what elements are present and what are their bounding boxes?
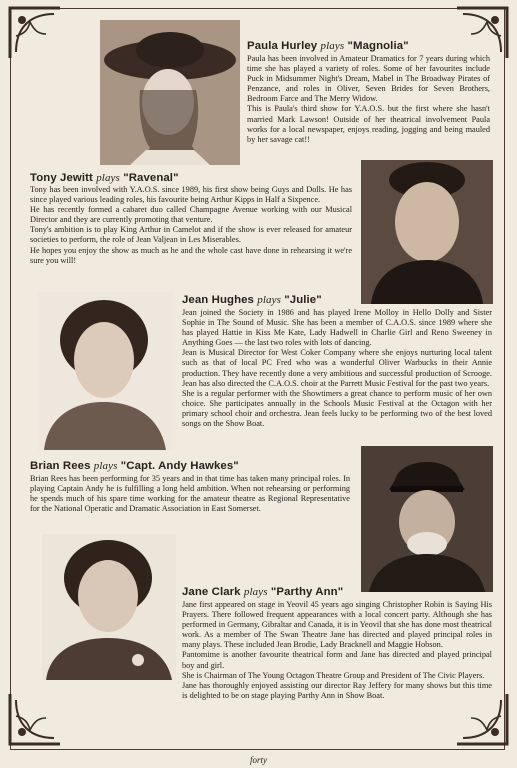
bio-paragraph: Pantomime is another favourite theatrical form and Jane has directed and played principal boy and girl. — [182, 650, 492, 670]
cast-heading-jane-clark — [182, 586, 343, 598]
cast-name: Paula Hurley — [247, 40, 318, 52]
cast-heading-paula-hurley — [247, 40, 409, 52]
bio-paragraph: She is Chairman of The Young Octagon Theatre Group and President of The Civic Players. — [182, 670, 485, 680]
page-number: forty — [250, 755, 267, 765]
plays-word: plays — [243, 586, 268, 598]
cast-heading-brian-rees — [30, 460, 239, 472]
portrait-tony-jewitt — [361, 160, 493, 304]
corner-ornament-top-left — [6, 4, 64, 62]
bio-paragraph: She is a regular performer with the Showtimers a great chance to perform music of her own choice. She participates annually in the Schools Music Festival at the Octagon with her primary school choir and orchestra. Jean feels lucky to be performing two of the best loved songs on the Show Boat. — [182, 388, 492, 429]
bio-jean-hughes — [182, 308, 492, 429]
bio-paragraph: Paula has been involved in Amateur Dramatics for 7 years during which time she has played a variety of roles. Some of her favourites include Puck in Midsummer Night's Dream, Mabel in The Broadway Pirates of Penzance, and roles in Oliver, Seven Brides for Seven Brothers, Bedroom Farce and The Merry Widow. — [247, 54, 490, 104]
bio-paragraph: Tony has been involved with Y.A.O.S. since 1989, his first show being Guys and Dolls. He has since played various leading roles, his favourite being Arthur Kipps in Half a Sixpence. — [30, 185, 352, 205]
plays-word: plays — [257, 294, 281, 306]
cast-name: Brian Rees — [30, 460, 91, 472]
plays-word: plays — [96, 172, 120, 184]
bio-paragraph: He hopes you enjoy the show as much as he and the whole cast have done in rehearsing it we're sure you will! — [30, 245, 352, 265]
cast-role: "Ravenal" — [123, 172, 179, 184]
portrait-jane-clark — [42, 534, 176, 680]
bio-tony-jewitt — [30, 185, 352, 266]
bio-paula-hurley — [247, 54, 490, 145]
cast-heading-jean-hughes — [182, 294, 322, 306]
portrait-paula-hurley — [100, 20, 240, 165]
bio-paragraph: Jane first appeared on stage in Yeovil 45 years ago singing Christopher Robin is Saying His Prayers. There followed frequent appearances with a local concert party. Although she has performed in Germany, Gibraltar and Canada, it is in Yeovil that she has done most theatrical work. As a member of The Swan Theatre Jane has directed and played principal roles in many plays. These included Jean Brodie, Lady Bracknell and Maggie Hobson. — [182, 600, 492, 650]
bio-paragraph: He has recently formed a cabaret duo called Champagne Avenue working with our Musical Director and they are currently promoting that venture. — [30, 205, 352, 225]
corner-ornament-bottom-left — [6, 690, 64, 748]
cast-name: Tony Jewitt — [30, 172, 93, 184]
cast-heading-tony-jewitt — [30, 172, 179, 184]
portrait-jean-hughes — [38, 292, 174, 450]
portrait-brian-rees — [361, 446, 493, 592]
bio-paragraph: Tony's ambition is to play King Arthur in Camelot and if the show is ever released for amateur societies to perform, the role of Jean Valjean in Les Miserables. — [30, 225, 352, 245]
bio-paragraph: Jane has thoroughly enjoyed assisting our director Ray Jeffery for many shows but this time is delighted to be on stage playing Parthy Ann in Show Boat. — [182, 680, 492, 700]
cast-name: Jane Clark — [182, 586, 241, 598]
cast-name: Jean Hughes — [182, 294, 254, 306]
bio-brian-rees — [30, 474, 350, 514]
bio-paragraph: Jean is Musical Director for West Coker Company where she enjoys nurturing local talent such as that of local PC Fred who was a wonderful Oliver Warbucks in their Annie production. They have recently done a very ambitious and successful production of Scrooge. Jean has also directed the C.A.O.S. choir at the Parrett Music Festival for the past two years. — [182, 348, 492, 388]
bio-paragraph: Brian Rees has been performing for 35 years and in that time has taken many principal roles. In playing Captain Andy he is fulfilling a long held ambition. When not rehearsing or performing he spends much of his spare time working for the amateur theatre as Regional Representative for the National Operatic and Dramatic Association in East Somerset. — [30, 474, 350, 514]
cast-role: "Capt. Andy Hawkes" — [120, 460, 239, 472]
plays-word: plays — [93, 460, 118, 472]
plays-word: plays — [320, 40, 345, 52]
cast-role: "Parthy Ann" — [270, 586, 344, 598]
cast-role: "Julie" — [284, 294, 322, 306]
cast-role: "Magnolia" — [347, 40, 409, 52]
bio-jane-clark — [182, 600, 492, 701]
bio-paragraph: This is Paula's third show for Y.A.O.S. but the first where she hasn't married Mark Lawson! Outside of her theatrical involvement Paula works for a local newspaper, enjoys reading, jogging and being mauled by her savage cat!! — [247, 104, 490, 144]
bio-paragraph: Jean joined the Society in 1986 and has played Irene Molloy in Hello Dolly and Sister Sophie in The Sound of Music. She has been a member of C.A.O.S. since 1989 where she has played Hattie in Kiss Me Kate, Lady Hadwell in Charlie Girl and Reno Sweeney in Anything Goes — the last two roles with lots of dancing. — [182, 308, 492, 348]
